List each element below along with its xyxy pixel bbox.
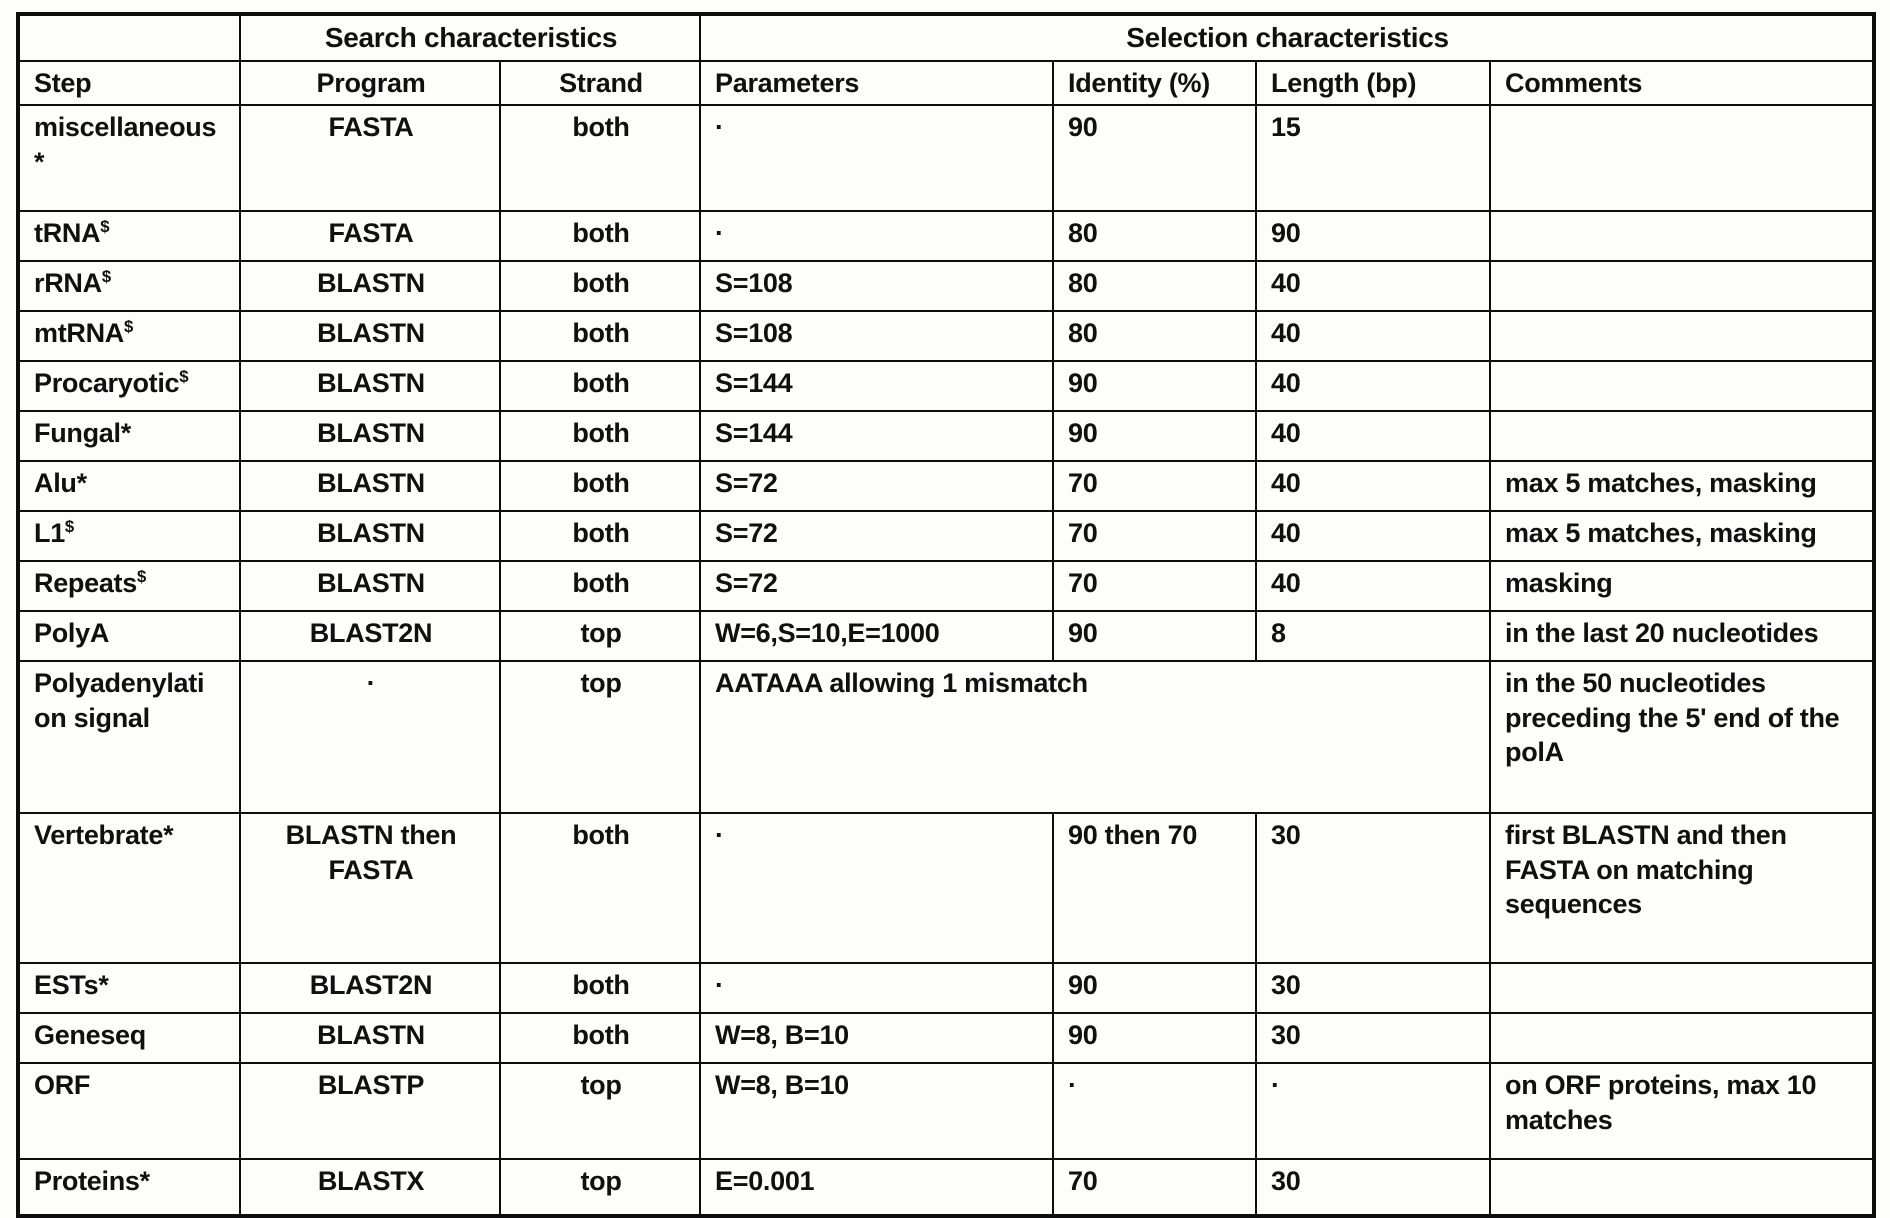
table-row-proteins <box>18 1159 1874 1216</box>
cell-identity: 70 <box>1053 511 1256 561</box>
cell-program: BLAST2N <box>240 611 500 661</box>
cell-length: 15 <box>1256 105 1490 211</box>
cell-identity: 70 <box>1053 461 1256 511</box>
cell-length: 40 <box>1256 511 1490 561</box>
cell-strand: top <box>500 661 700 813</box>
table-row-ests <box>18 963 1874 1013</box>
cell-program: BLASTN <box>240 461 500 511</box>
cell-program: BLASTX <box>240 1159 500 1216</box>
table-row-repeats <box>18 561 1874 611</box>
cell-identity: 90 <box>1053 1013 1256 1063</box>
cell-comments <box>1490 311 1874 361</box>
cell-program: · <box>240 661 500 813</box>
col-header-length: Length (bp) <box>1256 61 1490 106</box>
col-header-program: Program <box>240 61 500 106</box>
cell-identity: 80 <box>1053 211 1256 261</box>
cell-length: 30 <box>1256 1013 1490 1063</box>
table-row-l1 <box>18 511 1874 561</box>
cell-step: PolyA <box>18 611 240 661</box>
table-row-vertebrate <box>18 813 1874 963</box>
cell-strand: both <box>500 361 700 411</box>
cell-parameters: · <box>700 813 1053 963</box>
cell-program: BLASTN <box>240 1013 500 1063</box>
cell-step: Polyadenylati on signal <box>18 661 240 813</box>
table-row-miscellaneous <box>18 105 1874 211</box>
cell-comments: masking <box>1490 561 1874 611</box>
cell-step: Proteins* <box>18 1159 240 1216</box>
cell-strand: top <box>500 1063 700 1159</box>
cell-step <box>18 261 240 311</box>
cell-parameters: E=0.001 <box>700 1159 1053 1216</box>
cell-strand: both <box>500 105 700 211</box>
cell-step: Geneseq <box>18 1013 240 1063</box>
cell-length: 90 <box>1256 211 1490 261</box>
column-header-row <box>18 61 1874 106</box>
cell-comments: max 5 matches, masking <box>1490 461 1874 511</box>
header-group-row <box>18 14 1874 61</box>
step-footnote-marker: $ <box>100 217 110 237</box>
cell-parameters: · <box>700 963 1053 1013</box>
cell-program: BLASTP <box>240 1063 500 1159</box>
cell-parameters: S=144 <box>700 411 1053 461</box>
cell-strand: top <box>500 1159 700 1216</box>
cell-comments <box>1490 1159 1874 1216</box>
step-footnote-marker: $ <box>124 317 134 337</box>
cell-parameters: W=8, B=10 <box>700 1063 1053 1159</box>
cell-length: 30 <box>1256 813 1490 963</box>
cell-length: 40 <box>1256 311 1490 361</box>
header-empty-cell <box>18 14 240 61</box>
col-header-identity: Identity (%) <box>1053 61 1256 106</box>
cell-length: 40 <box>1256 411 1490 461</box>
cell-identity: 70 <box>1053 1159 1256 1216</box>
cell-comments <box>1490 261 1874 311</box>
cell-identity: 80 <box>1053 261 1256 311</box>
step-footnote-marker: $ <box>64 517 74 537</box>
cell-parameters: S=72 <box>700 511 1053 561</box>
cell-identity: 90 <box>1053 611 1256 661</box>
cell-program: FASTA <box>240 211 500 261</box>
cell-step: Vertebrate* <box>18 813 240 963</box>
cell-parameters: S=72 <box>700 461 1053 511</box>
cell-step <box>18 561 240 611</box>
cell-length: 40 <box>1256 461 1490 511</box>
table-row-polyadenylation-signal <box>18 661 1874 813</box>
cell-step <box>18 361 240 411</box>
step-text: Procaryotic <box>34 368 180 399</box>
cell-parameters: S=108 <box>700 311 1053 361</box>
cell-length: 40 <box>1256 361 1490 411</box>
cell-program: FASTA <box>240 105 500 211</box>
cell-comments: first BLASTN and then FASTA on matching sequences <box>1490 813 1874 963</box>
cell-parameters: W=8, B=10 <box>700 1013 1053 1063</box>
cell-strand: both <box>500 211 700 261</box>
cell-identity: 90 <box>1053 411 1256 461</box>
table-row-polya <box>18 611 1874 661</box>
cell-step <box>18 211 240 261</box>
cell-length: · <box>1256 1063 1490 1159</box>
cell-comments <box>1490 211 1874 261</box>
cell-program: BLASTN <box>240 411 500 461</box>
table-row-rrna <box>18 261 1874 311</box>
table-row-orf <box>18 1063 1874 1159</box>
table-row-alu <box>18 461 1874 511</box>
cell-identity: 90 <box>1053 963 1256 1013</box>
cell-parameters: AATAAA allowing 1 mismatch <box>700 661 1490 813</box>
cell-identity: 90 then 70 <box>1053 813 1256 963</box>
cell-parameters: S=144 <box>700 361 1053 411</box>
table-row-fungal <box>18 411 1874 461</box>
step-text: mtRNA <box>34 318 124 349</box>
cell-identity: 90 <box>1053 361 1256 411</box>
cell-program: BLASTN <box>240 361 500 411</box>
header-group-selection: Selection characteristics <box>700 14 1874 61</box>
step-text: tRNA <box>34 218 101 249</box>
cell-strand: both <box>500 461 700 511</box>
cell-comments <box>1490 1013 1874 1063</box>
cell-strand: both <box>500 813 700 963</box>
cell-comments <box>1490 361 1874 411</box>
cell-length: 30 <box>1256 1159 1490 1216</box>
cell-length: 40 <box>1256 261 1490 311</box>
cell-program: BLASTN <box>240 511 500 561</box>
cell-step: miscellaneous * <box>18 105 240 211</box>
col-header-parameters: Parameters <box>700 61 1053 106</box>
step-text: Repeats <box>34 568 137 599</box>
cell-parameters: S=72 <box>700 561 1053 611</box>
table-row-trna <box>18 211 1874 261</box>
cell-step <box>18 511 240 561</box>
cell-strand: both <box>500 1013 700 1063</box>
cell-parameters: · <box>700 211 1053 261</box>
cell-program: BLASTN <box>240 311 500 361</box>
header-group-search: Search characteristics <box>240 14 700 61</box>
cell-parameters: · <box>700 105 1053 211</box>
cell-parameters: S=108 <box>700 261 1053 311</box>
cell-step: Alu* <box>18 461 240 511</box>
cell-strand: both <box>500 963 700 1013</box>
cell-comments: in the last 20 nucleotides <box>1490 611 1874 661</box>
col-header-strand: Strand <box>500 61 700 106</box>
cell-strand: both <box>500 561 700 611</box>
cell-step: ESTs* <box>18 963 240 1013</box>
cell-parameters: W=6,S=10,E=1000 <box>700 611 1053 661</box>
cell-identity: 90 <box>1053 105 1256 211</box>
cell-length: 40 <box>1256 561 1490 611</box>
cell-length: 8 <box>1256 611 1490 661</box>
cell-program: BLAST2N <box>240 963 500 1013</box>
table-row-geneseq <box>18 1013 1874 1063</box>
cell-program: BLASTN <box>240 561 500 611</box>
cell-comments <box>1490 411 1874 461</box>
step-footnote-marker: $ <box>101 267 111 287</box>
cell-comments: on ORF proteins, max 10 matches <box>1490 1063 1874 1159</box>
cell-comments <box>1490 963 1874 1013</box>
table-row-mtrna <box>18 311 1874 361</box>
cell-step: Fungal* <box>18 411 240 461</box>
cell-strand: both <box>500 411 700 461</box>
cell-comments: in the 50 nucleotides preceding the 5' end of the polA <box>1490 661 1874 813</box>
col-header-step: Step <box>18 61 240 106</box>
cell-identity: 70 <box>1053 561 1256 611</box>
cell-strand: both <box>500 261 700 311</box>
cell-program: BLASTN then FASTA <box>240 813 500 963</box>
step-footnote-marker: $ <box>179 367 189 387</box>
cell-strand: both <box>500 511 700 561</box>
cell-strand: top <box>500 611 700 661</box>
cell-strand: both <box>500 311 700 361</box>
cell-step: ORF <box>18 1063 240 1159</box>
cell-length: 30 <box>1256 963 1490 1013</box>
col-header-comments: Comments <box>1490 61 1874 106</box>
cell-step <box>18 311 240 361</box>
step-text: L1 <box>34 518 65 549</box>
cell-comments <box>1490 105 1874 211</box>
table-row-procaryotic <box>18 361 1874 411</box>
cell-comments: max 5 matches, masking <box>1490 511 1874 561</box>
cell-identity: 80 <box>1053 311 1256 361</box>
step-text: rRNA <box>34 268 102 299</box>
cell-program: BLASTN <box>240 261 500 311</box>
step-footnote-marker: $ <box>136 567 146 587</box>
characterization-table <box>16 12 1876 1218</box>
cell-identity: · <box>1053 1063 1256 1159</box>
